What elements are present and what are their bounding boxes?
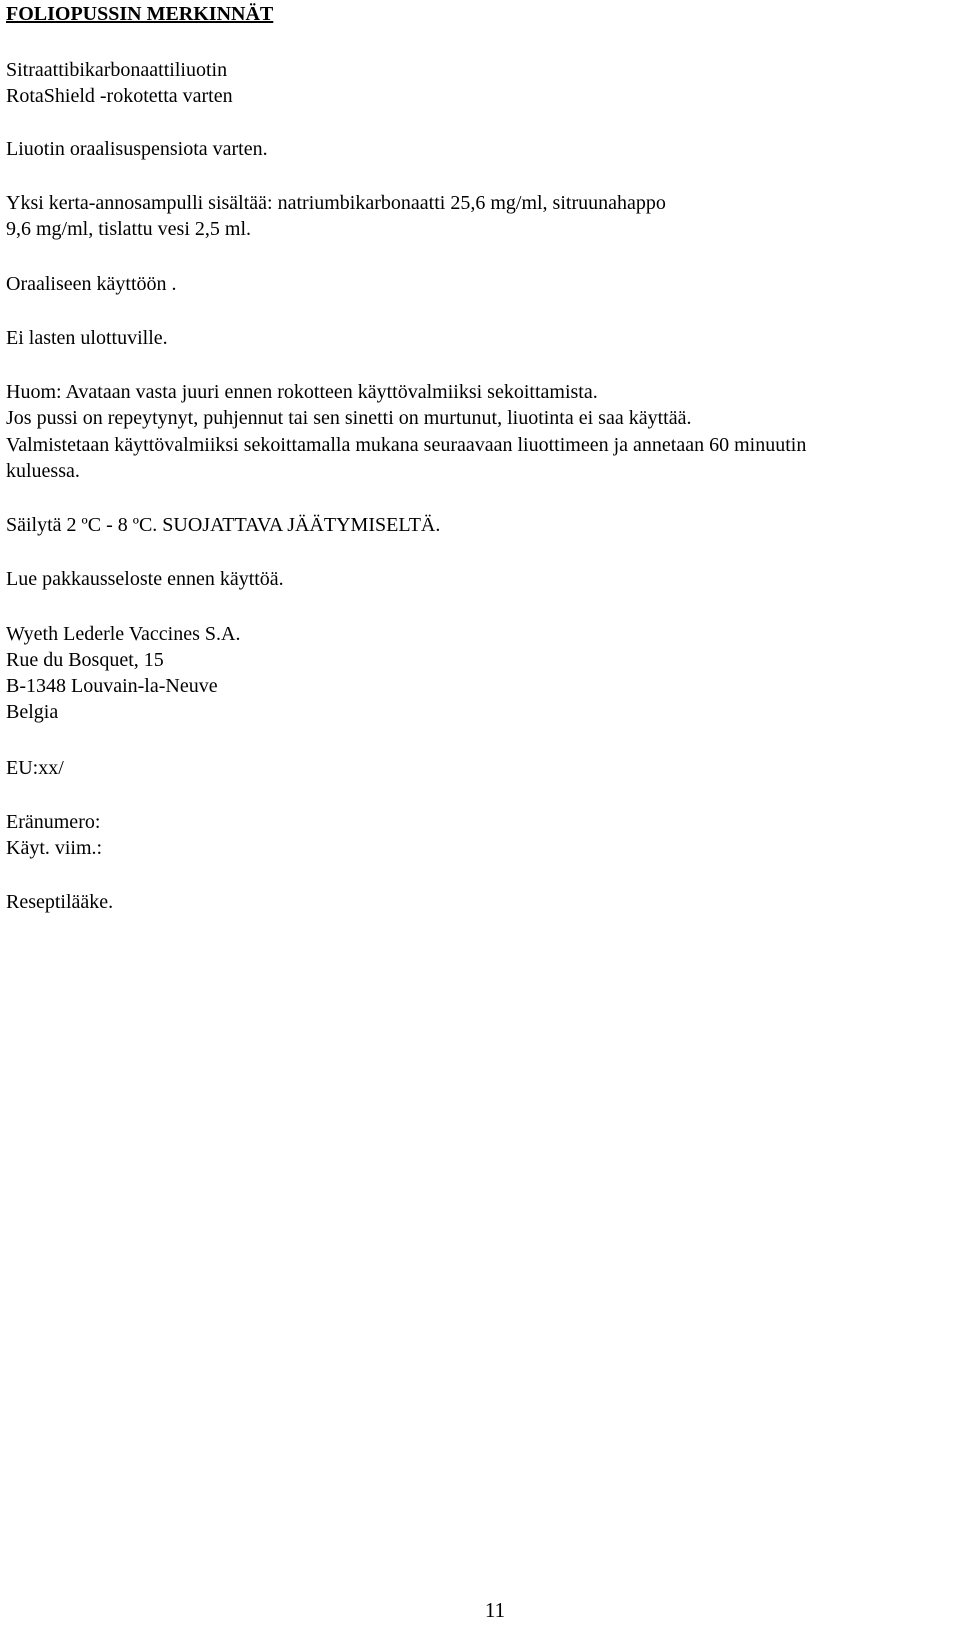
prescription-status: Reseptilääke. — [6, 891, 114, 913]
note-line-2: Jos pussi on repeytynyt, puhjennut tai sen sinetti on murtunut, liuotinta ei saa käyttää. — [6, 407, 692, 429]
expiry-date-label: Käyt. viim.: — [6, 837, 103, 859]
manufacturer-name: Wyeth Lederle Vaccines S.A. — [6, 623, 241, 645]
children-warning: Ei lasten ulottuville. — [6, 327, 168, 349]
note-line-1: Huom: Avataan vasta juuri ennen rokotteen käyttövalmiiksi sekoittamista. — [6, 381, 598, 403]
document-title: FOLIOPUSSIN MERKINNÄT — [6, 3, 274, 25]
composition-line-1: Yksi kerta-annosampulli sisältää: natriumbikarbonaatti 25,6 mg/ml, sitruunahappo — [6, 192, 666, 214]
pharmaceutical-form: Liuotin oraalisuspensiota varten. — [6, 138, 268, 160]
note-line-3: Valmistetaan käyttövalmiiksi sekoittamalla mukana seuraavaan liuottimeen ja annetaan 60 minuutin — [6, 434, 807, 456]
route-of-administration: Oraaliseen käyttöön . — [6, 273, 177, 295]
leaflet-instruction: Lue pakkausseloste ennen käyttöä. — [6, 568, 284, 590]
storage-instructions: Säilytä 2 ºC - 8 ºC. SUOJATTAVA JÄÄTYMISELTÄ. — [6, 514, 441, 536]
batch-number-label: Eränumero: — [6, 811, 101, 833]
page-number: 11 — [484, 1598, 506, 1622]
manufacturer-city: B-1348 Louvain-la-Neuve — [6, 675, 218, 697]
manufacturer-street: Rue du Bosquet, 15 — [6, 649, 164, 671]
composition-line-2: 9,6 mg/ml, tislattu vesi 2,5 ml. — [6, 218, 251, 240]
eu-number: EU:xx/ — [6, 757, 64, 779]
product-name-line-2: RotaShield -rokotetta varten — [6, 85, 233, 107]
manufacturer-country: Belgia — [6, 701, 59, 723]
product-name-line-1: Sitraattibikarbonaattiliuotin — [6, 59, 228, 81]
note-line-4: kuluessa. — [6, 460, 80, 482]
